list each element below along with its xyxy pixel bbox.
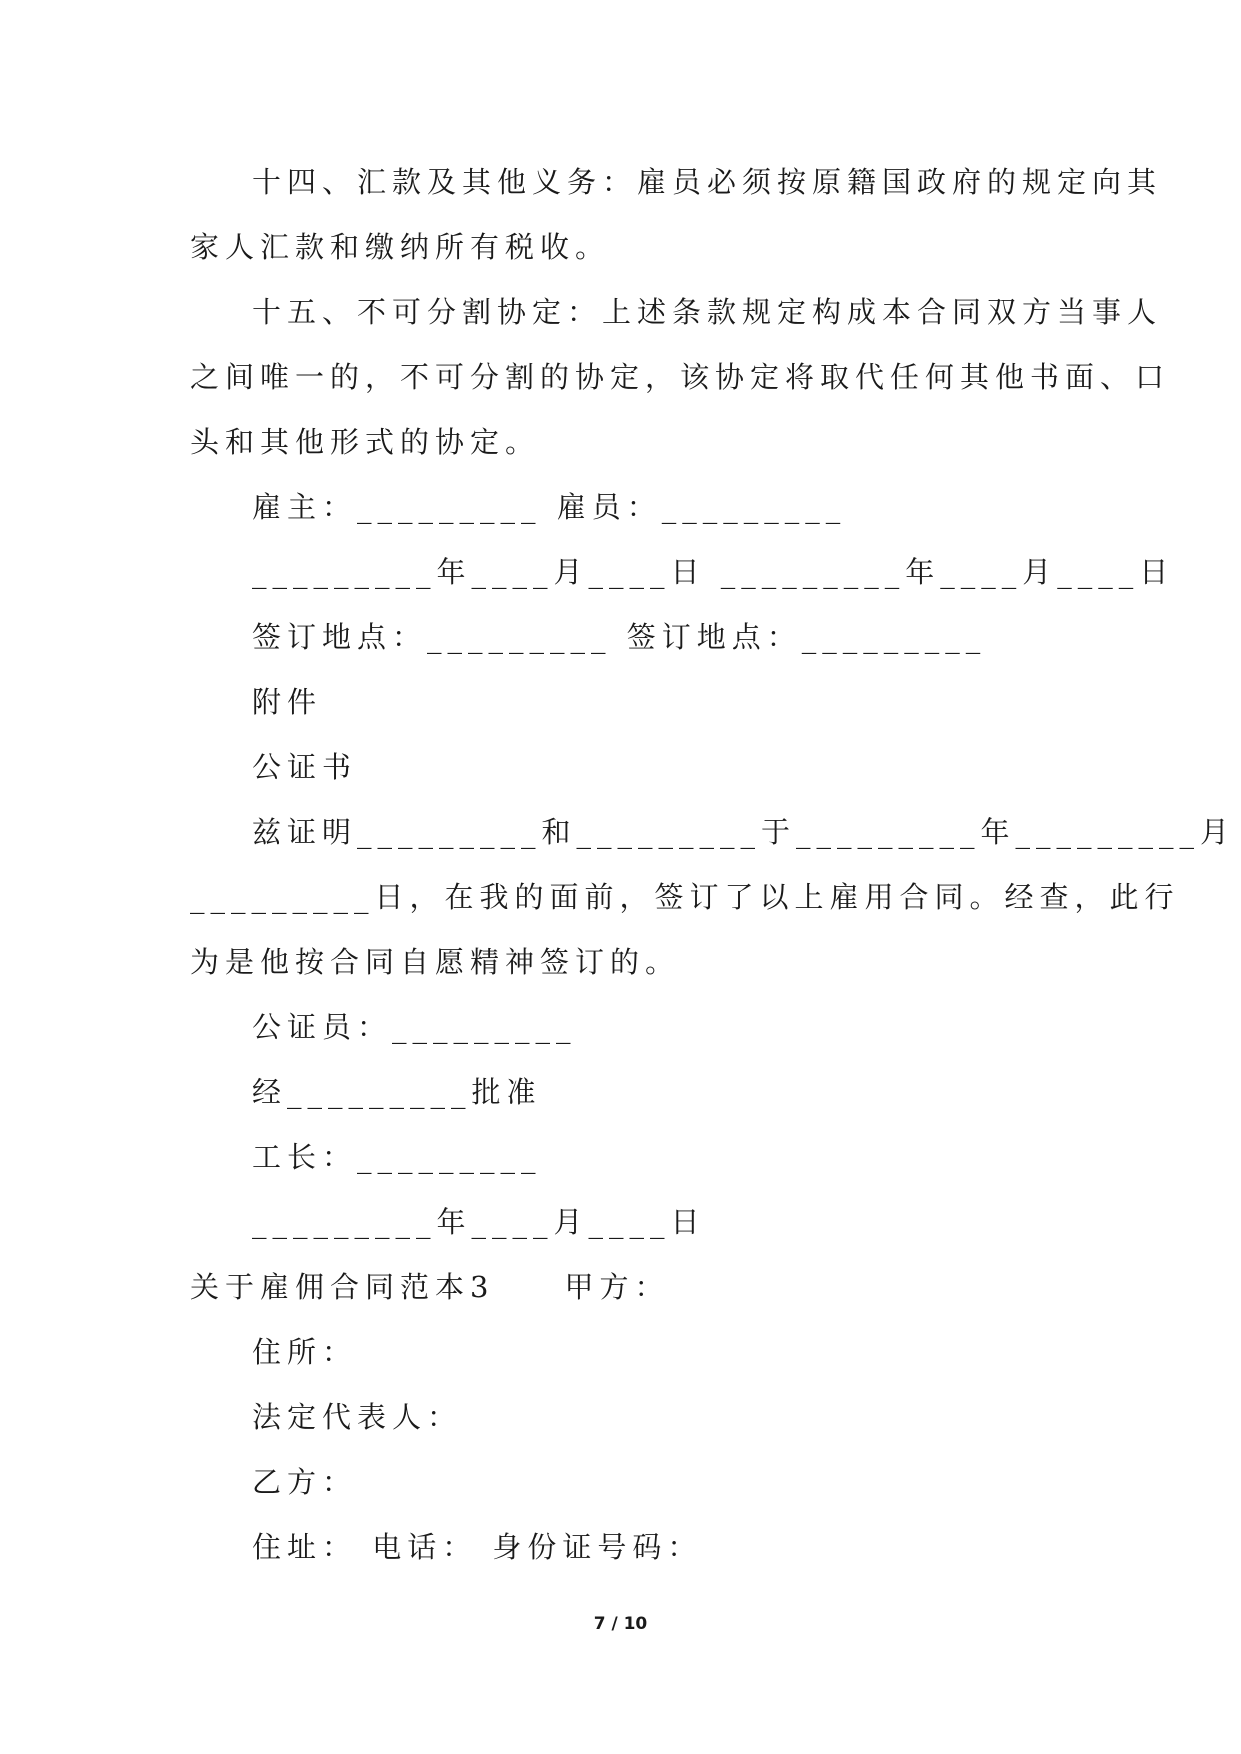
attachment-heading: 附件 [252, 685, 323, 719]
signature-dates-line: _________年____月____日 _________年____月____日 [252, 555, 1175, 589]
approval-line: 经_________批准 [252, 1075, 542, 1109]
notary-text-line-3: 为是他按合同自愿精神签订的。 [190, 945, 681, 979]
notary-text-line-2: _________日，在我的面前，签订了以上雇用合同。经查，此行 [190, 880, 1180, 914]
party-a-address: 住所： [252, 1335, 358, 1369]
notary-certificate-heading: 公证书 [252, 750, 358, 784]
clause-14-line-1: 十四、汇款及其他义务：雇员必须按原籍国政府的规定向其 [252, 165, 1163, 199]
notary-text-line-1: 兹证明_________和_________于_________年_________月 [252, 815, 1236, 849]
contract-3-heading: 关于雇佣合同范本3 甲方： [190, 1270, 670, 1304]
clause-15-line-1: 十五、不可分割协定：上述条款规定构成本合同双方当事人 [252, 295, 1163, 329]
foreman-line: 工长：_________ [252, 1140, 542, 1174]
clause-15-line-2: 之间唯一的，不可分割的协定，该协定将取代任何其他书面、口 [190, 360, 1171, 394]
foreman-date-line: _________年____月____日 [252, 1205, 706, 1239]
notary-officer-line: 公证员：_________ [252, 1010, 577, 1044]
clause-14-line-2: 家人汇款和缴纳所有税收。 [190, 230, 611, 264]
signature-parties-line: 雇主：_________ 雇员：_________ [252, 490, 847, 524]
party-b-contact-line: 住址： 电话： 身份证号码： [252, 1530, 703, 1564]
clause-15-line-3: 头和其他形式的协定。 [190, 425, 541, 459]
page-number: 7 / 10 [593, 1614, 648, 1634]
party-b: 乙方： [252, 1465, 358, 1499]
signing-place-line: 签订地点：_________ 签订地点：_________ [252, 620, 987, 654]
legal-representative: 法定代表人： [252, 1400, 463, 1434]
